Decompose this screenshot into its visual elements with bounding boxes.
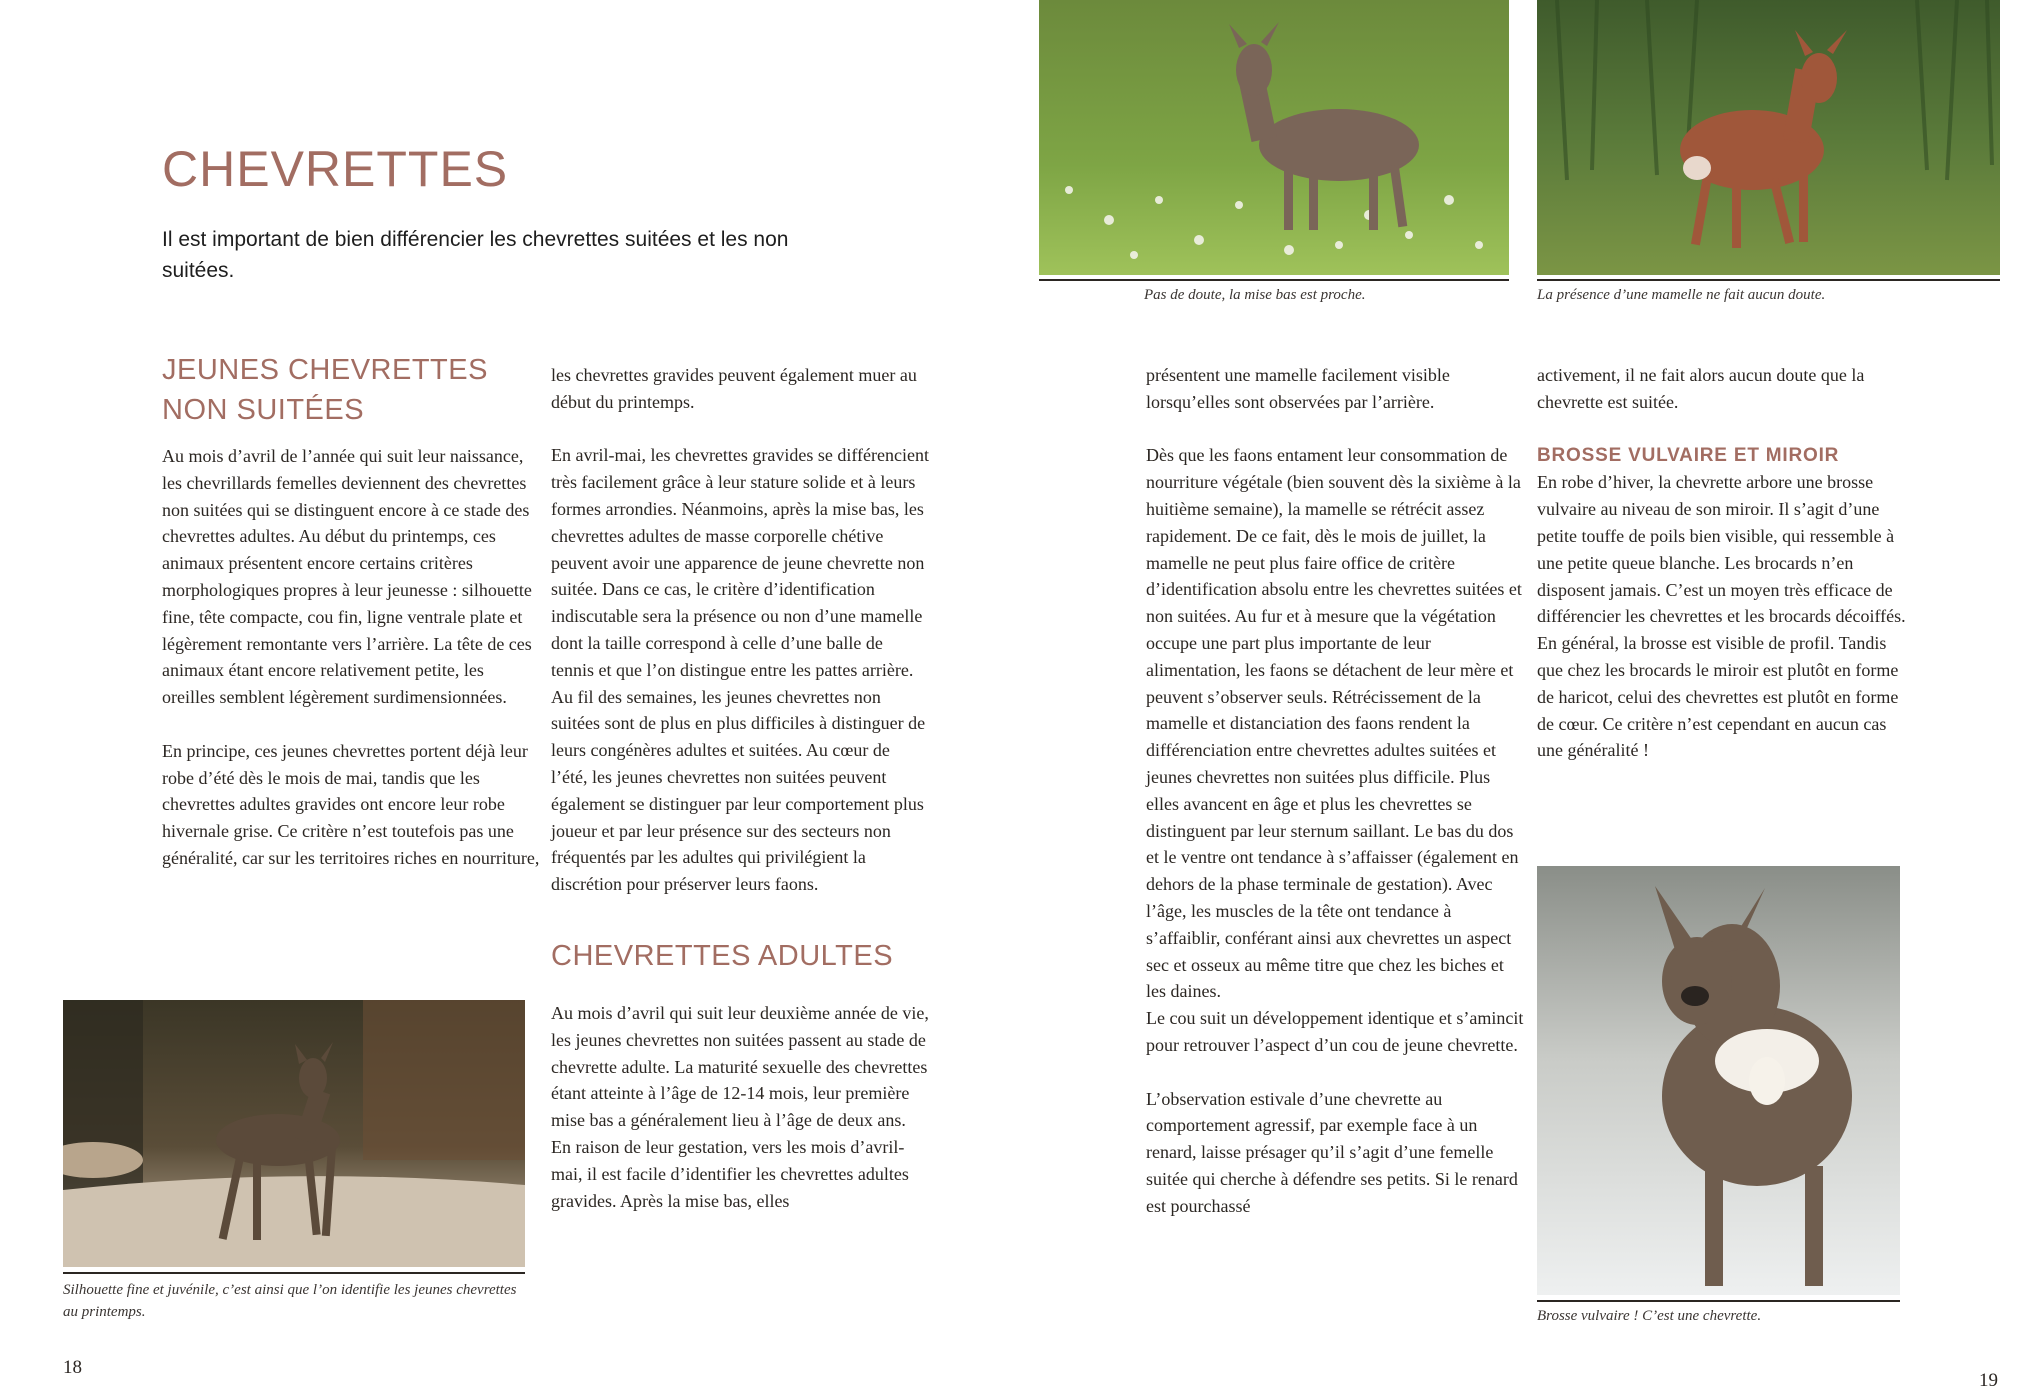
photo-caption: Brosse vulvaire ! C’est une chevrette.: [1537, 1308, 1762, 1324]
page-number: 19: [1979, 1370, 1998, 1391]
caption-rule: [1537, 1300, 1900, 1302]
paragraph: Dès que les faons entament leur consommation de nourriture végétale (bien souvent dès la sixième à la huitième semaine), la mamelle se rétrécit assez rapidement. De ce fait, dès le mois de juillet, la mamelle ne peut plus faire office de critère d’identification absolu entre les chevrettes suitées et non suitées. Au fur et à mesure que la végétation occupe une part plus importante de leur alimentation, les faons se détachent de leur mère et peuvent s’observer seuls. Rétrécissement de la mamelle et distanciation des faons rendent la différenciation entre chevrettes adultes suitées et jeunes chevrettes non suitées plus difficile. Plus elles avancent en âge et plus les chevrettes se distinguent par leur sternum saillant. Le bas du dos et le ventre ont tendance à s’affaisser (également en dehors de la phase terminale de gestation). Avec l’âge, les muscles de la tête ont tendance à s’affaiblir, conférant ainsi aux chevrettes un aspect sec et osseux au même titre que chez les biches et les daines.: [1146, 445, 1522, 1002]
paragraph: En robe d’hiver, la chevrette arbore une brosse vulvaire au niveau de son miroir. Il s’agit d’une petite touffe de poils bien visible, qui ressemble à une petite queue blanche. Les brocards n’en disposent jamais. C’est un moyen très efficace de différencier les chevrettes et les brocards décoiffés. En général, la brosse est visible de profil. Tandis que chez les brocards le miroir est plutôt en forme de haricot, celui des chevrettes est plutôt en forme de cœur. Ce critère n’est cependant en aucun cas une généralité !: [1537, 472, 1906, 761]
section-heading-line: NON SUITÉES: [162, 394, 365, 426]
text-column-3: [1146, 362, 1524, 1220]
paragraph: Au mois d’avril de l’année qui suit leur naissance, les chevrillards femelles deviennent des chevrettes non suitées qui se distinguent encore à ce stade des chevrettes adultes. Au début du printemps, ces animaux présentent encore certains critères morphologiques propres à leur jeunesse : silhouette fine, tête compacte, cou fin, ligne ventrale plate et légèrement remontante vers l’arrière. La tête de ces animaux étant encore relativement petite, les oreilles semblent légèrement surdimensionnées.: [162, 446, 532, 708]
photo-caption: Silhouette fine et juvénile, c’est ainsi que l’on identifie les jeunes chevrettes au printemps.: [63, 1282, 517, 1320]
text-column-2: [551, 362, 929, 1214]
paragraph: Le cou suit un développement identique et s’amincit pour retrouver l’aspect d’un cou de jeune chevrette.: [1146, 1008, 1524, 1055]
page-title: CHEVRETTES: [162, 141, 509, 197]
section-heading-jeunes: [162, 350, 488, 430]
photo-doe-tall-grass: [1537, 0, 2000, 275]
section-heading-adultes: CHEVRETTES ADULTES: [551, 939, 894, 972]
section-heading-line: JEUNES CHEVRETTES: [162, 354, 488, 386]
text-column-4: [1537, 362, 1915, 764]
intro-text: Il est important de bien différencier les chevrettes suitées et les non suitées.: [162, 228, 789, 282]
section-heading-brosse: BROSSE VULVAIRE ET MIROIR: [1537, 445, 1840, 467]
paragraph: Au mois d’avril qui suit leur deuxième année de vie, les jeunes chevrettes non suitées passent au stade de chevrette adulte. La maturité sexuelle des chevrettes étant atteinte à l’âge de 12-14 mois, leur première mise bas a généralement lieu à l’âge de deux ans. En raison de leur gestation, vers les mois d’avril-mai, il est facile d’identifier les chevrettes adultes gravides. Après la mise bas, elles: [551, 1002, 929, 1211]
paragraph: activement, il ne fait alors aucun doute que la chevrette est suitée.: [1537, 365, 1865, 412]
photo-caption: Pas de doute, la mise bas est proche.: [1144, 287, 1366, 303]
paragraph: L’observation estivale d’une chevrette au comportement agressif, par exemple face à un renard, laisse présager qu’il s’agit d’une femelle suitée qui cherche à défendre ses petits. Si le renard est pourchassé: [1146, 1088, 1518, 1216]
photo-caption: La présence d’une mamelle ne fait aucun doute.: [1537, 287, 1826, 303]
caption-rule: [1039, 279, 1509, 281]
photo-doe-snow: [1537, 866, 1900, 1295]
page-number: 18: [63, 1357, 82, 1378]
paragraph: En avril-mai, les chevrettes gravides se différencient très facilement grâce à leur stature solide et à leurs formes arrondies. Néanmoins, après la mise bas, les chevrettes adultes de masse corporelle chétive peuvent avoir une apparence de jeune chevrette non suitée. Dans ce cas, le critère d’identification indiscutable sera la présence ou non d’une mamelle dont la taille correspond à celle d’une balle de tennis et que l’on distingue entre les pattes arrière. Au fil des semaines, les jeunes chevrettes non suitées sont de plus en plus difficiles à distinguer de leurs congénères adultes et suitées. Au cœur de l’été, les jeunes chevrettes non suitées peuvent également se distinguer par leur comportement plus joueur et par leur présence sur des secteurs non fréquentés par les adultes qui privilégient la discrétion pour préserver leurs faons.: [551, 445, 930, 895]
photo-young-doe-path: [63, 1000, 525, 1267]
caption-rule: [63, 1272, 525, 1274]
paragraph: présentent une mamelle facilement visible lorsqu’elles sont observées par l’arrière.: [1146, 365, 1450, 412]
photo-doe-meadow: [1039, 0, 1509, 275]
paragraph: En principe, ces jeunes chevrettes portent déjà leur robe d’été dès le mois de mai, tandis que les chevrettes adultes gravides ont encore leur robe hivernale grise. Ce critère n’est toutefois pas une généralité, car sur les territoires riches en nourriture,: [162, 740, 540, 868]
caption-rule: [1537, 279, 2000, 281]
paragraph: les chevrettes gravides peuvent également muer au début du printemps.: [551, 365, 917, 412]
text-column-1: [162, 443, 540, 872]
